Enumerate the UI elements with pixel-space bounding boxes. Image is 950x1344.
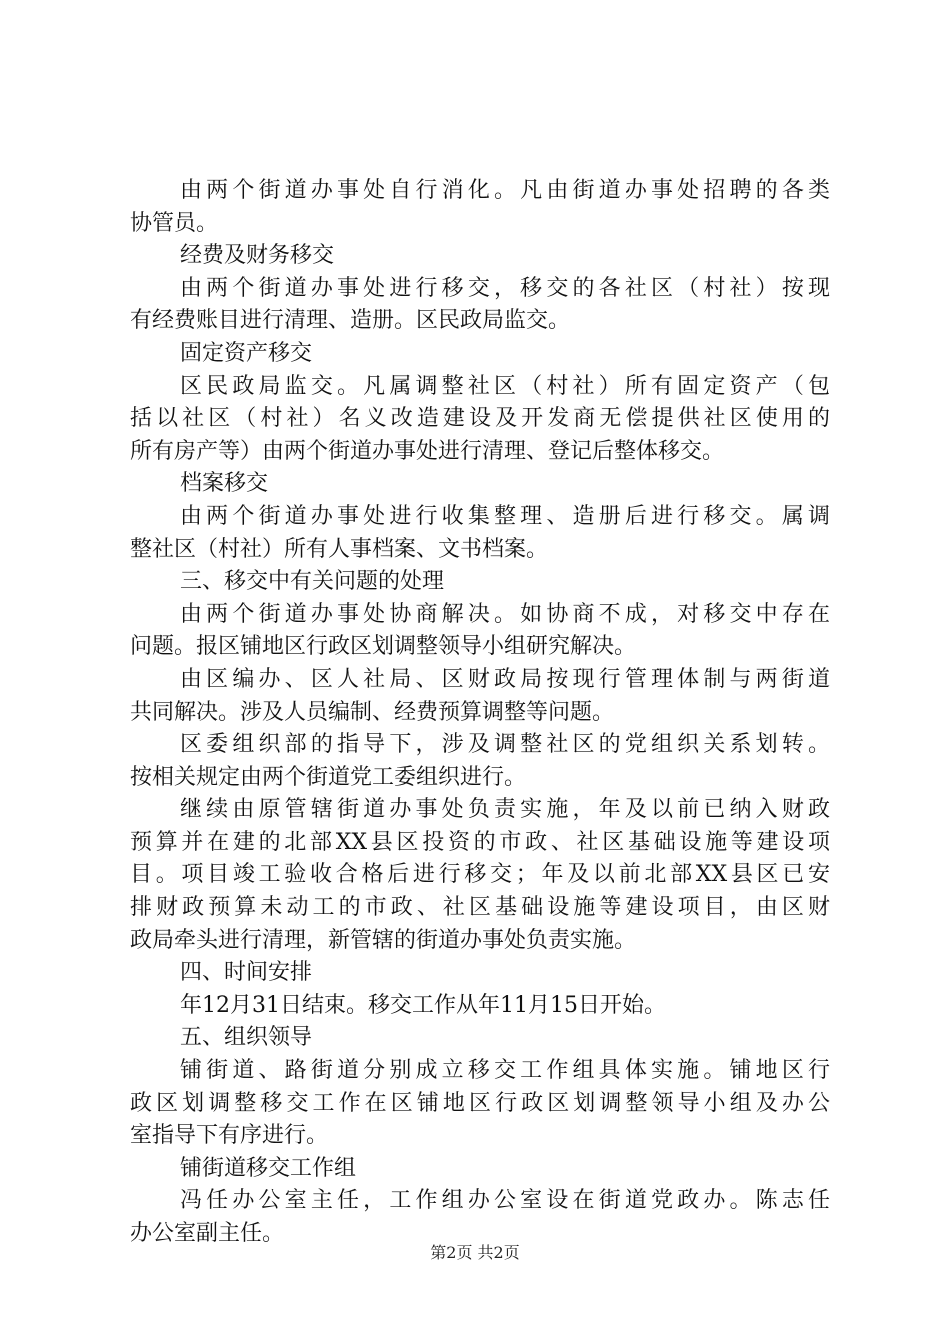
- section-heading: 档案移交: [180, 471, 269, 497]
- page-number-footer: 第2页 共2页: [430, 1243, 520, 1262]
- text-line: 铺街道、路街道分别成立移交工作组具体实施。铺地区行: [180, 1058, 830, 1084]
- text-line: 政局牵头进行清理，新管辖的街道办事处负责实施。: [130, 927, 637, 953]
- section-heading: 经费及财务移交: [180, 243, 335, 269]
- text-line: 室指导下有序进行。: [130, 1123, 329, 1149]
- text-line: 所有房产等）由两个街道办事处进行清理、登记后整体移交。: [130, 438, 725, 464]
- text-line: 目。项目竣工验收合格后进行移交；年及以前北部XX县区已安: [130, 862, 830, 888]
- text-line: 区民政局监交。凡属调整社区（村社）所有固定资产（包: [180, 373, 830, 399]
- text-line: 办公室副主任。: [130, 1221, 285, 1246]
- text-line: 继续由原管辖街道办事处负责实施，年及以前已纳入财政: [180, 797, 830, 823]
- text-line: 由区编办、区人社局、区财政局按现行管理体制与两街道: [180, 666, 830, 692]
- text-line: 预算并在建的北部XX县区投资的市政、社区基础设施等建设项: [130, 829, 830, 855]
- text-line: 由两个街道办事处自行消化。凡由街道办事处招聘的各类: [180, 178, 830, 203]
- text-line: 区委组织部的指导下，涉及调整社区的党组织关系划转。: [180, 732, 830, 758]
- section-heading: 三、移交中有关问题的处理: [180, 569, 445, 595]
- section-heading: 固定资产移交: [180, 340, 313, 366]
- text-line: 按相关规定由两个街道党工委组织进行。: [130, 764, 527, 790]
- text-line: 问题。报区铺地区行政区划调整领导小组研究解决。: [130, 634, 637, 660]
- text-line: 冯任办公室主任，工作组办公室设在街道党政办。陈志任: [180, 1188, 830, 1214]
- section-heading: 五、组织领导: [180, 1025, 313, 1051]
- text-line: 排财政预算未动工的市政、社区基础设施等建设项目，由区财: [130, 895, 830, 921]
- text-line: 有经费账目进行清理、造册。区民政局监交。: [130, 308, 571, 334]
- text-line: 括以社区（村社）名义改造建设及开发商无偿提供社区使用的: [130, 406, 830, 432]
- text-line: 由两个街道办事处进行收集整理、造册后进行移交。属调: [180, 503, 830, 529]
- text-line: 协管员。: [130, 210, 219, 236]
- section-heading: 四、时间安排: [180, 960, 313, 986]
- text-line: 整社区（村社）所有人事档案、文书档案。: [130, 536, 549, 562]
- text-line: 政区划调整移交工作在区铺地区行政区划调整领导小组及办公: [130, 1090, 830, 1116]
- section-heading: 铺街道移交工作组: [180, 1155, 357, 1181]
- text-line: 由两个街道办事处协商解决。如协商不成，对移交中存在: [180, 601, 830, 627]
- document-body: [130, 175, 830, 1251]
- text-line: 由两个街道办事处进行移交，移交的各社区（村社）按现: [180, 275, 830, 301]
- text-line: 年12月31日结束。移交工作从年11月15日开始。: [180, 992, 666, 1018]
- text-line: 共同解决。涉及人员编制、经费预算调整等问题。: [130, 699, 615, 725]
